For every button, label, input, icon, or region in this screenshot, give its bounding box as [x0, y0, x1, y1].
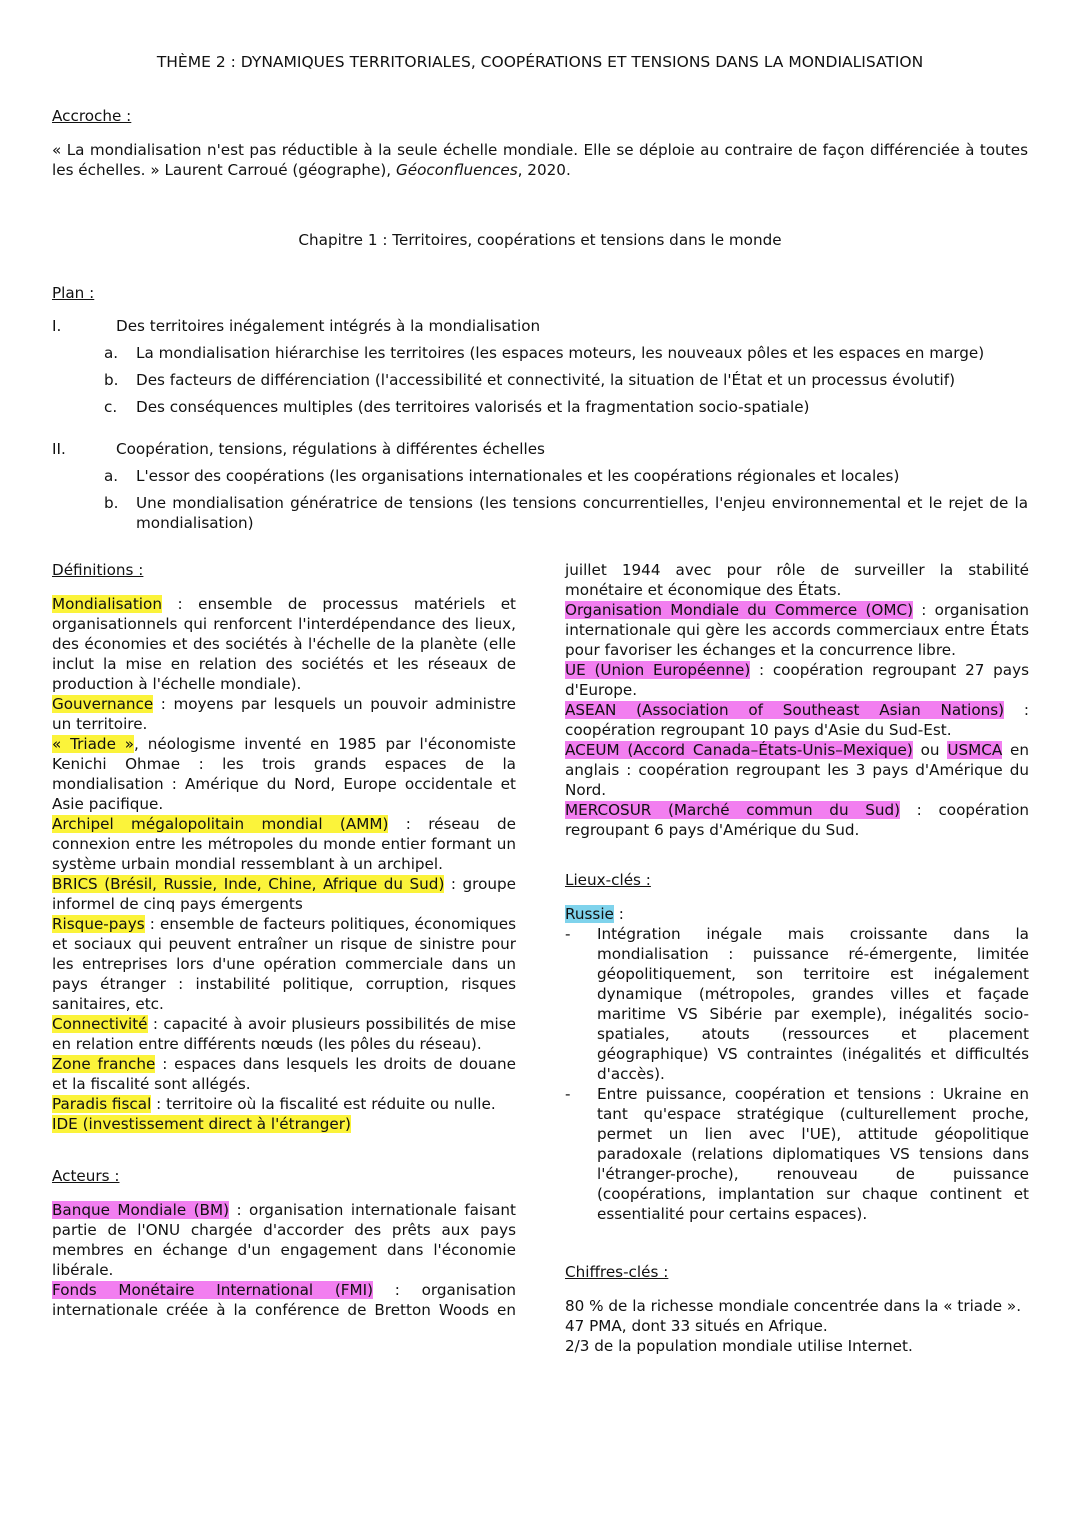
- definition-sep: ,: [134, 735, 148, 753]
- definition-item: [52, 734, 516, 814]
- acteur-sep: :: [900, 801, 939, 819]
- accroche-heading: Accroche :: [52, 107, 132, 125]
- definition-item: [52, 1094, 516, 1114]
- acteur-term: Fonds Monétaire International (FMI): [52, 1281, 374, 1299]
- acteur-term: UE (Union Européenne): [565, 661, 751, 679]
- accroche-year: , 2020.: [517, 161, 571, 179]
- definition-term: Zone franche: [52, 1055, 156, 1073]
- bullet-dash: -: [565, 1085, 571, 1103]
- right-column: [565, 560, 1029, 1356]
- lieux-place: [565, 904, 1029, 924]
- acteur-term: Organisation Mondiale du Commerce (OMC): [565, 601, 913, 619]
- accroche-quote: [52, 140, 1028, 180]
- plan-item-letter: b.: [104, 494, 119, 512]
- left-column: [52, 560, 516, 1320]
- definition-text: capacité à avoir plusieurs possibilités de mise en relation entre différents nœuds (les pôles du réseau).: [52, 1015, 516, 1053]
- bullet-dash: -: [565, 925, 571, 943]
- definition-text: groupe informel de cinq pays émergents: [52, 875, 516, 913]
- acteur-text: organisation internationale faisant partie de l'ONU chargée d'accorder des prêts aux pays membres en échange d'un engagement dans l'économie libérale.: [52, 1201, 516, 1279]
- acteur-term: MERCOSUR (Marché commun du Sud): [565, 801, 901, 819]
- chiffres-heading: Chiffres-clés :: [565, 1263, 669, 1281]
- acteur-sep: :: [1004, 701, 1030, 719]
- acteur-term: Banque Mondiale (BM): [52, 1201, 229, 1219]
- definition-term: « Triade »: [52, 735, 135, 753]
- plan-item-letter: b.: [104, 371, 119, 389]
- plan-part-title: Des territoires inégalement intégrés à la mondialisation: [116, 317, 541, 335]
- acteur-text: coopération regroupant 27 pays d'Europe.: [565, 661, 1029, 699]
- plan-item-text: Une mondialisation génératrice de tensions (les tensions concurrentielles, l'enjeu environnemental et le rejet de la mondialisation): [136, 494, 1028, 532]
- definition-text: territoire où la fiscalité est réduite ou nulle.: [166, 1095, 496, 1113]
- definition-sep: :: [144, 915, 160, 933]
- acteur-sep: ou: [912, 741, 948, 759]
- plan-part-2: [52, 439, 1028, 533]
- acteur-text: organisation internationale qui gère les accords commerciaux entre États pour favoriser les échanges et la concurrence libre.: [565, 601, 1029, 659]
- plan-part-1: [52, 316, 1028, 417]
- acteur-sep: :: [750, 661, 773, 679]
- definition-term: Risque-pays: [52, 915, 145, 933]
- acteurs-heading: Acteurs :: [52, 1167, 120, 1185]
- definition-term: Gouvernance: [52, 695, 154, 713]
- acteur-text: organisation internationale créée à la conférence de Bretton Woods en: [52, 1281, 516, 1319]
- definition-item: [52, 874, 516, 914]
- definition-sep: :: [388, 815, 429, 833]
- definition-item: [52, 1114, 516, 1134]
- definition-term: Paradis fiscal: [52, 1095, 152, 1113]
- acteur-text: coopération regroupant 6 pays d'Amérique du Sud.: [565, 801, 1029, 839]
- definition-sep: :: [155, 1055, 175, 1073]
- plan-item-text: L'essor des coopérations (les organisations internationales et les coopérations régionales et locales): [136, 467, 900, 485]
- definition-term: Archipel mégalopolitain mondial (AMM): [52, 815, 389, 833]
- chapter-title: Chapitre 1 : Territoires, coopérations et tensions dans le monde: [298, 231, 782, 249]
- acteur-item: [52, 1280, 516, 1320]
- definition-sep: :: [153, 695, 174, 713]
- lieux-heading: Lieux-clés :: [565, 871, 651, 889]
- definition-item: [52, 914, 516, 1014]
- plan-item-letter: a.: [104, 344, 119, 362]
- definition-item: [52, 594, 516, 694]
- definition-item: [52, 694, 516, 734]
- definition-item: [52, 1014, 516, 1054]
- definition-term: IDE (investissement direct à l'étranger): [52, 1115, 351, 1133]
- definition-text: moyens par lesquels un pouvoir administre un territoire.: [52, 695, 516, 733]
- acteur-item: [52, 1200, 516, 1280]
- definitions-heading: Définitions :: [52, 561, 144, 579]
- plan-item-text: Des conséquences multiples (des territoires valorisés et la fragmentation socio-spatiale): [136, 398, 810, 416]
- list-item: [565, 924, 1029, 1084]
- acteur-term: USMCA: [947, 741, 1003, 759]
- definition-item: [52, 814, 516, 874]
- chiffre-item: 2/3 de la population mondiale utilise Internet.: [565, 1337, 913, 1355]
- definition-term: Mondialisation: [52, 595, 162, 613]
- acteur-continuation: juillet 1944 avec pour rôle de surveiller la stabilité monétaire et économique des États.: [565, 561, 1029, 599]
- acteur-sep: :: [229, 1201, 250, 1219]
- definition-term: Connectivité: [52, 1015, 148, 1033]
- definition-sep: :: [161, 595, 199, 613]
- acteur-item: [565, 600, 1029, 660]
- list-item: [565, 1084, 1029, 1224]
- acteur-item: [565, 660, 1029, 700]
- plan-part-number: I.: [52, 317, 62, 335]
- plan-item-text: La mondialisation hiérarchise les territoires (les espaces moteurs, les nouveaux pôles et les espaces en marge): [136, 344, 985, 362]
- acteur-term: ASEAN (Association of Southeast Asian Nations): [565, 701, 1005, 719]
- plan-part-title: Coopération, tensions, régulations à différentes échelles: [116, 440, 545, 458]
- acteur-item: [565, 740, 1029, 800]
- bullet-text: Entre puissance, coopération et tensions : Ukraine en tant qu'espace stratégique (culturellement proche, permet un lien avec l'UE), attitude géopolitique paradoxale (relations diplomatiques VS tensions dans l'étranger-proche), renouveau de puissance (coopérations, implantation sur chaque continent et essentialité pour certains espaces).: [597, 1085, 1029, 1223]
- acteur-text: en anglais : coopération regroupant les 3 pays d'Amérique du Nord.: [565, 741, 1029, 799]
- plan-part-number: II.: [52, 440, 66, 458]
- definition-text: espaces dans lesquels les droits de douane et la fiscalité sont allégés.: [52, 1055, 516, 1093]
- plan-heading: Plan :: [52, 284, 95, 302]
- chiffre-item: 80 % de la richesse mondiale concentrée dans la « triade ».: [565, 1297, 1022, 1315]
- definition-text: ensemble de facteurs politiques, économiques et sociaux qui peuvent entraîner un risque de sinistre pour les entreprises lors d'une opération commerciale dans un pays étranger : instabilité politique, corruption, risques sanitaires, etc.: [52, 915, 516, 1013]
- acteur-item: [565, 800, 1029, 840]
- plan-item-letter: c.: [104, 398, 118, 416]
- acteur-sep: :: [373, 1281, 422, 1299]
- definition-item: [52, 1054, 516, 1094]
- chiffre-item: 47 PMA, dont 33 situés en Afrique.: [565, 1317, 828, 1335]
- page-title: THÈME 2 : DYNAMIQUES TERRITORIALES, COOPÉRATIONS ET TENSIONS DANS LA MONDIALISATION: [156, 53, 924, 71]
- acteur-sep: :: [913, 601, 935, 619]
- acteur-text: coopération regroupant 10 pays d'Asie du Sud-Est.: [565, 721, 952, 739]
- definition-text: ensemble de processus matériels et organisationnels qui renforcent l'interdépendance des lieux, des économies et des sociétés à l'échelle de la planète (elle inclut la mise en relation des sociétés et les réseaux de production à l'échelle mondiale).: [52, 595, 517, 693]
- definition-sep: :: [444, 875, 463, 893]
- definition-term: BRICS (Brésil, Russie, Inde, Chine, Afrique du Sud): [52, 875, 445, 893]
- definition-text: réseau de connexion entre les métropoles du monde entier formant un système urbain mondial ressemblant à un archipel.: [52, 815, 516, 873]
- definition-sep: :: [151, 1095, 167, 1113]
- definition-sep: :: [147, 1015, 164, 1033]
- bullet-text: Intégration inégale mais croissante dans la mondialisation : puissance ré-émergente, limitée géopolitiquement, son territoire est inégalement dynamique (métropoles, grandes villes et façade maritime VS Sibérie par exemple), inégalités socio-spatiales, atouts (ressources et placement géographique) VS contraintes (inégalités et difficultés d'accès).: [597, 925, 1029, 1083]
- definition-text: néologisme inventé en 1985 par l'économiste Kenichi Ohmae : les trois grands espaces de la mondialisation : Amérique du Nord, Europe occidentale et Asie pacifique.: [52, 735, 516, 813]
- plan-item-letter: a.: [104, 467, 119, 485]
- accroche-source: Géoconfluences: [395, 161, 518, 179]
- accroche-quote-text: « La mondialisation n'est pas réductible à la seule échelle mondiale. Elle se déploie au contraire de façon différenciée à toutes les échelles. » Laurent Carroué (géographe),: [52, 141, 1028, 179]
- place-sep: :: [613, 905, 624, 923]
- plan-item-text: Des facteurs de différenciation (l'accessibilité et connectivité, la situation de l'État et un processus évolutif): [136, 371, 956, 389]
- acteur-item: [565, 700, 1029, 740]
- place-name: Russie: [565, 905, 614, 923]
- acteur-term: ACEUM (Accord Canada–États-Unis–Mexique): [565, 741, 913, 759]
